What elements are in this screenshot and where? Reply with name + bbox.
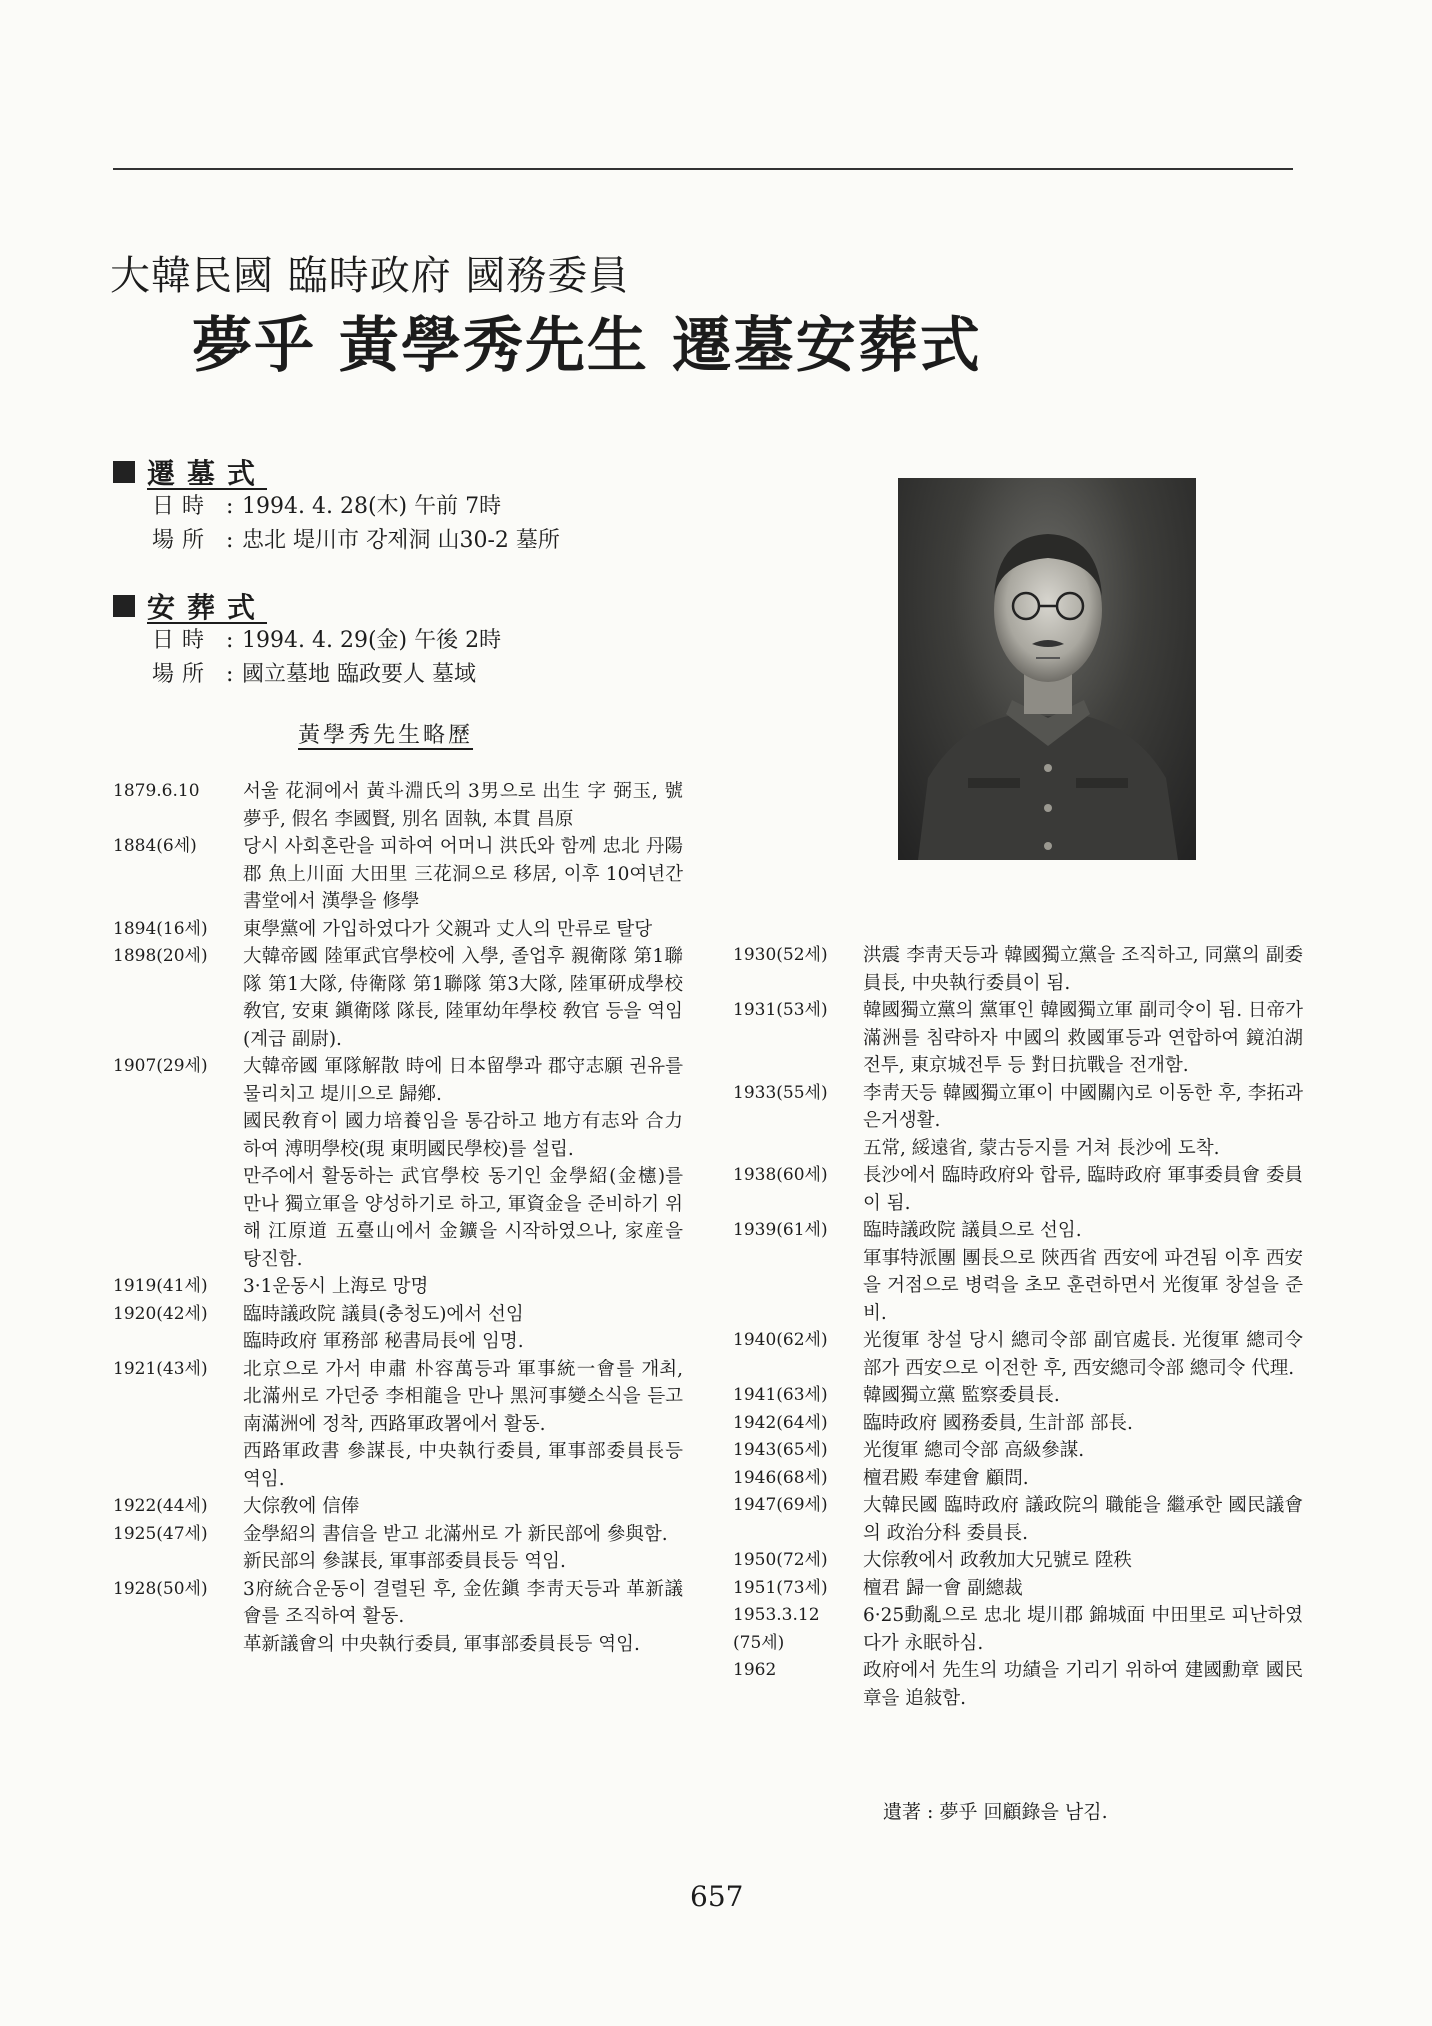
entry-description (243, 943, 683, 1053)
entry-text: 만주에서 활동하는 武官學校 동기인 金學紹(金櫶)를 만나 獨立軍을 양성하기로 하고, 軍資金을 준비하기 위해 江原道 五臺山에서 金鑛을 시작하였으나, 家産을 탕진함. (243, 1166, 683, 1270)
entry-text: 臨時議政院 議員으로 선임. (863, 1220, 1082, 1241)
entry-text: 臨時政府 軍務部 秘書局長에 임명. (243, 1331, 524, 1352)
entry-text: 당시 사회혼란을 피하여 어머니 洪氏와 함께 忠北 丹陽郡 魚上川面 大田里 三花洞으로 移居, 이후 10여년간 書堂에서 漢學을 修學 (243, 836, 683, 912)
entry-description (863, 1410, 1303, 1438)
timeline-entry (733, 1162, 1303, 1217)
entry-description (863, 1657, 1303, 1712)
timeline-entry (733, 1657, 1303, 1712)
entry-text: 光復軍 總司令部 高級參謀. (863, 1440, 1085, 1461)
entry-year: 1884(6세) (113, 836, 197, 856)
entry-year: 1953.3.12 (75세) (733, 1605, 820, 1653)
place-row (152, 524, 560, 558)
entry-text: 大倧敎에서 政敎加大兄號로 陞秩 (863, 1550, 1132, 1571)
date-row (152, 490, 560, 524)
entry-year: 1907(29세) (113, 1056, 208, 1076)
entry-text: 洪震 李靑天등과 韓國獨立黨을 조직하고, 同黨의 副委員長, 中央執行委員이 됨. (863, 945, 1303, 994)
ceremony-heading-text: 安葬式 (147, 591, 268, 624)
timeline-entry (733, 1575, 1303, 1603)
entry-description (243, 1521, 683, 1576)
subtitle: 大韓民國 臨時政府 國務委員 (110, 253, 630, 299)
timeline-entry (733, 1382, 1303, 1410)
place-row (152, 658, 501, 692)
entry-description (243, 1273, 683, 1301)
entry-text: 國民敎育이 國力培養임을 통감하고 地方有志와 合力하여 溥明學校(現 東明國民學校)를 설립. (243, 1111, 683, 1160)
timeline-entry (733, 997, 1303, 1080)
timeline-entry (733, 1080, 1303, 1163)
entry-year: 1940(62세) (733, 1330, 828, 1350)
timeline-entry (113, 1273, 683, 1301)
timeline-entry (733, 1410, 1303, 1438)
entry-description (863, 1080, 1303, 1163)
timeline-entry (113, 1301, 683, 1356)
date-value: 1994. 4. 28(木) 午前 7時 (242, 494, 502, 519)
separator: : (226, 528, 234, 553)
date-label: 日時 (152, 494, 213, 519)
entry-text: 西路軍政書 參謀長, 中央執行委員, 軍事部委員長등 역임. (243, 1441, 683, 1490)
entry-description (863, 942, 1303, 997)
top-rule (113, 168, 1293, 170)
place-label: 場所 (152, 528, 213, 553)
timeline-entry (733, 1217, 1303, 1327)
entry-text: 大倧敎에 信俸 (243, 1496, 360, 1517)
entry-year: 1950(72세) (733, 1550, 828, 1570)
biography-heading: 黃學秀先生略歷 (298, 723, 474, 748)
entry-description (863, 1547, 1303, 1575)
entry-text: 檀君 歸一會 副總裁 (863, 1577, 1023, 1599)
entry-year: 1943(65세) (733, 1440, 828, 1460)
entry-year: 1898(20세) (113, 946, 208, 966)
entry-text: 北京으로 가서 申肅 朴容萬등과 軍事統一會를 개최, 北滿州로 가던중 李相龍을 만나 黑河事變소식을 듣고 南滿洲에 정착, 西路軍政署에서 활동. (243, 1358, 683, 1435)
entry-description (863, 1217, 1303, 1327)
entry-description (243, 1053, 683, 1273)
timeline-entry (733, 1327, 1303, 1382)
entry-text: 東學黨에 가입하였다가 父親과 丈人의 만류로 탈당 (243, 918, 653, 940)
entry-year: 1941(63세) (733, 1385, 828, 1405)
timeline-entry (113, 943, 683, 1053)
entry-description (243, 1576, 683, 1659)
separator: : (226, 662, 234, 687)
portrait-figure (898, 478, 1196, 860)
entry-year: 1930(52세) (733, 945, 828, 965)
entry-year: 1920(42세) (113, 1303, 208, 1324)
ceremony-info-burial (152, 624, 501, 692)
square-bullet-icon (113, 461, 135, 483)
entry-year: 1921(43세) (113, 1358, 208, 1379)
entry-text: 大韓帝國 軍隊解散 時에 日本留學과 郡守志願 권유를 물리치고 堤川으로 歸鄕. (243, 1056, 683, 1105)
entry-description (863, 997, 1303, 1080)
entry-description (863, 1437, 1303, 1465)
separator: : (226, 494, 234, 519)
entry-text: 新民部의 參謀長, 軍事部委員長등 역임. (243, 1551, 566, 1572)
portrait-photo (898, 478, 1196, 860)
timeline-entry (733, 1547, 1303, 1575)
entry-description (243, 833, 683, 916)
entry-year: 1947(69세) (733, 1495, 828, 1515)
entry-year: 1928(50세) (113, 1578, 208, 1599)
entry-text: 韓國獨立黨의 黨軍인 韓國獨立軍 副司令이 됨. 日帝가 滿洲를 침략하자 中國의 救國軍등과 연합하여 鏡泊湖전투, 東京城전투 등 對日抗戰을 전개함. (863, 1000, 1303, 1076)
entry-year: 1938(60세) (733, 1165, 828, 1185)
square-bullet-icon (113, 595, 135, 617)
entry-text: 長沙에서 臨時政府와 합류, 臨時政府 軍事委員會 委員이 됨. (863, 1165, 1303, 1214)
date-label: 日時 (152, 628, 213, 653)
timeline-entry (733, 942, 1303, 997)
entry-year: 1894(16세) (113, 918, 208, 939)
entry-description (243, 778, 683, 833)
page-title: 夢乎 黃學秀先生 遷墓安葬式 (192, 311, 982, 381)
entry-text: 軍事特派團 團長으로 陝西省 西安에 파견됨 이후 西安을 거점으로 병력을 초모 훈련하면서 光復軍 창설을 준비. (863, 1247, 1303, 1324)
timeline-entry (113, 778, 683, 833)
entry-text: 大韓民國 臨時政府 議政院의 職能을 繼承한 國民議會의 政治分科 委員長. (863, 1495, 1303, 1544)
timeline-entry (733, 1492, 1303, 1547)
entry-text: 臨時政府 國務委員, 生計部 部長. (863, 1412, 1133, 1434)
entry-text: 檀君殿 奉建會 顧問. (863, 1467, 1029, 1489)
entry-description (243, 916, 683, 944)
entry-year: 1879.6.10 (113, 781, 200, 801)
entry-text: 臨時議政院 議員(충청도)에서 선임 (243, 1303, 524, 1325)
entry-description (243, 1493, 683, 1521)
entry-text: 金學紹의 書信을 받고 北滿州로 가 新民部에 參與함. (243, 1523, 668, 1545)
entry-description (863, 1327, 1303, 1382)
timeline-entry (113, 1356, 683, 1494)
entry-year: 1942(64세) (733, 1412, 828, 1433)
timeline-entry (733, 1465, 1303, 1493)
entry-text: 政府에서 先生의 功績을 기리기 위하여 建國勳章 國民章을 追敍함. (863, 1660, 1303, 1709)
ceremony-heading-text: 遷墓式 (147, 457, 268, 490)
entry-text: 大韓帝國 陸軍武官學校에 入學, 졸업후 親衛隊 第1聯隊 第1大隊, 侍衛隊 第1聯隊 第3大隊, 陸軍硏成學校 敎官, 安東 鎭衛隊 隊長, 陸軍幼年學校 敎官 등을 역임(계급 副尉). (243, 946, 683, 1050)
entry-year: 1933(55세) (733, 1082, 828, 1103)
timeline-right-column (733, 942, 1303, 1712)
entry-description (863, 1382, 1303, 1410)
entry-description (863, 1575, 1303, 1603)
entry-text: 光復軍 창설 당시 總司令部 副官處長. 光復軍 總司令部가 西安으로 이전한 후, 西安總司令部 總司令 代理. (863, 1330, 1303, 1379)
timeline-entry (113, 916, 683, 944)
entry-description (243, 1356, 683, 1494)
entry-description (863, 1162, 1303, 1217)
entry-text: 李靑天등 韓國獨立軍이 中國關內로 이동한 후, 李拓과 은거생활. (863, 1082, 1303, 1131)
entry-year: 1946(68세) (733, 1467, 828, 1488)
timeline-entry (113, 833, 683, 916)
entry-description (863, 1465, 1303, 1493)
separator: : (226, 628, 234, 653)
timeline-entry (113, 1576, 683, 1659)
entry-text: 韓國獨立黨 監察委員長. (863, 1385, 1060, 1406)
entry-description (243, 1301, 683, 1356)
ceremony-heading-burial (113, 586, 267, 626)
entry-text: 3·1운동시 上海로 망명 (243, 1276, 429, 1297)
entry-year: 1922(44세) (113, 1496, 208, 1516)
entry-year: 1925(47세) (113, 1523, 208, 1544)
entry-text: 서울 花洞에서 黃斗淵氏의 3男으로 出生 字 弼玉, 號 夢乎, 假名 李國賢, 別名 固執, 本貫 昌原 (243, 781, 683, 830)
entry-text: 五常, 綏遠省, 蒙古등지를 거쳐 長沙에 도착. (863, 1137, 1220, 1159)
entry-description (863, 1492, 1303, 1547)
entry-text: 3府統合운동이 결렬된 후, 金佐鎭 李靑天등과 革新議會를 조직하여 활동. (243, 1578, 683, 1627)
date-value: 1994. 4. 29(金) 午後 2時 (242, 628, 502, 653)
entry-year: 1939(61세) (733, 1220, 828, 1240)
timeline-left-column (113, 778, 683, 1658)
ceremony-info-reburial (152, 490, 560, 558)
timeline-entry (113, 1493, 683, 1521)
place-label: 場所 (152, 662, 213, 687)
place-value: 國立墓地 臨政要人 墓域 (242, 662, 476, 687)
timeline-entry (733, 1437, 1303, 1465)
entry-year: 1951(73세) (733, 1577, 828, 1598)
timeline-entry (113, 1053, 683, 1273)
entry-year: 1931(53세) (733, 1000, 828, 1020)
entry-text: 6·25動亂으로 忠北 堤川郡 錦城面 中田里로 피난하였다가 永眠하심. (863, 1605, 1303, 1654)
entry-text: 革新議會의 中央執行委員, 軍事部委員長등 역임. (243, 1633, 640, 1655)
page-number: 657 (690, 1880, 744, 1913)
date-row (152, 624, 501, 658)
entry-year: 1919(41세) (113, 1276, 208, 1296)
legacy-note: 遺著 : 夢乎 回顧錄을 남김. (883, 1801, 1108, 1823)
timeline-entry (733, 1602, 1303, 1657)
ceremony-heading-reburial (113, 452, 267, 492)
timeline-entry (113, 1521, 683, 1576)
entry-year: 1962 (733, 1660, 777, 1680)
entry-description (863, 1602, 1303, 1657)
place-value: 忠北 堤川市 강제洞 山30-2 墓所 (242, 528, 560, 553)
